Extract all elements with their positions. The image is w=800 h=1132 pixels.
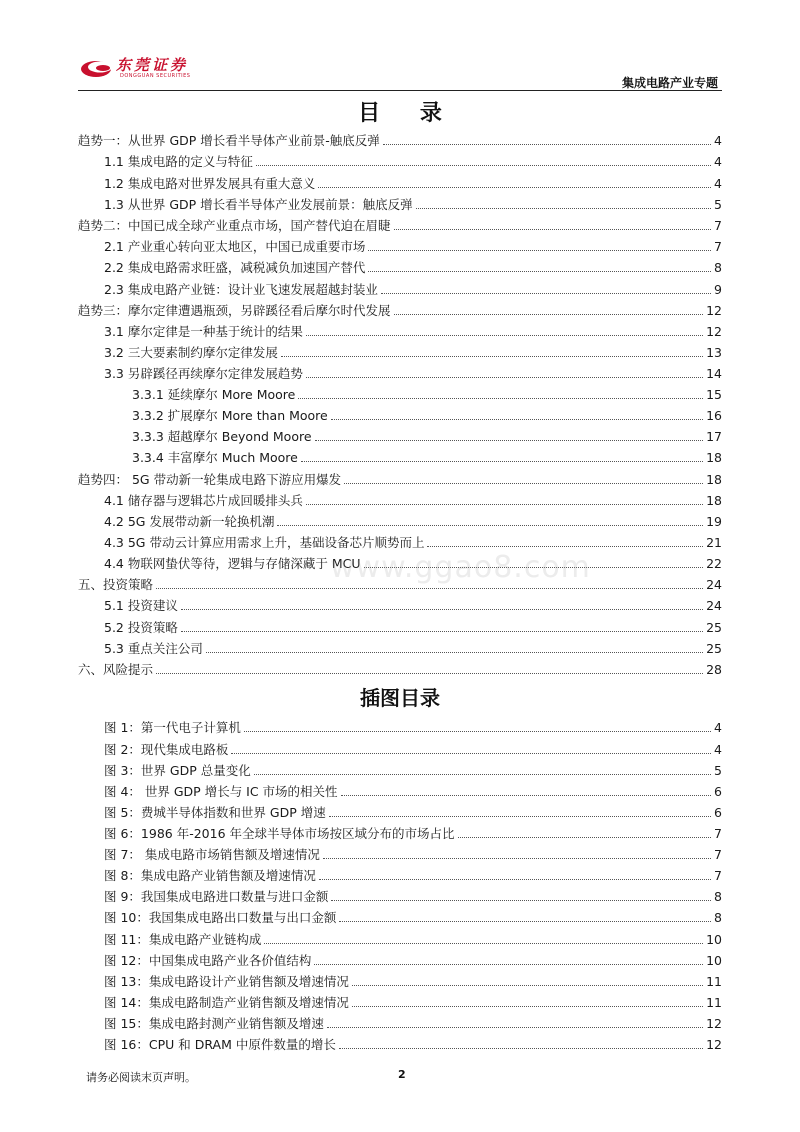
toc-entry[interactable] [104,258,722,276]
toc-entry-label: 3.2 三大要素制约摩尔定律发展 [104,345,278,360]
toc-entry[interactable] [104,174,722,192]
toc-entry[interactable] [132,385,722,403]
dot-leader [181,631,703,632]
dot-leader [319,879,711,880]
figure-entry-label: 图 13：集成电路设计产业销售额及增速情况 [104,974,349,989]
logo-text-cn: 东莞证券 [116,56,189,74]
toc-entry-page: 8 [714,260,722,275]
logo-mark-icon [80,56,120,82]
figure-entry-page: 10 [706,953,722,968]
figure-entry[interactable] [104,845,722,863]
toc-entry[interactable] [104,195,722,213]
toc-entry-page: 24 [706,577,722,592]
figure-entry-page: 4 [714,742,722,757]
toc-entry-label: 趋势三：摩尔定律遭遇瓶颈，另辟蹊径看后摩尔时代发展 [78,303,391,318]
dot-leader [381,293,711,294]
figure-entry-label: 图 6：1986 年-2016 年全球半导体市场按区域分布的市场占比 [104,826,455,841]
toc-entry-page: 21 [706,535,722,550]
figure-entry[interactable] [104,887,722,905]
figure-entry[interactable] [104,866,722,884]
toc-entry[interactable] [78,301,722,319]
toc-entry[interactable] [78,131,722,149]
figure-entry-label: 图 2：现代集成电路板 [104,742,229,757]
dot-leader [331,419,703,420]
dot-leader [181,609,703,610]
figure-entry-label: 图 1：第一代电子计算机 [104,720,241,735]
dot-leader [254,774,711,775]
toc-entry-page: 13 [706,345,722,360]
toc-entry-label: 3.3.3 超越摩尔 Beyond Moore [132,429,312,444]
dot-leader [264,943,703,944]
figure-entry[interactable] [104,803,722,821]
dot-leader [244,731,711,732]
figure-entry-label: 图 7： 集成电路市场销售额及增速情况 [104,847,320,862]
figure-entry-label: 图 14：集成电路制造产业销售额及增速情况 [104,995,349,1010]
dot-leader [352,985,703,986]
footer-page-number: 2 [398,1068,406,1081]
figure-entry-label: 图 9：我国集成电路进口数量与进口金额 [104,889,329,904]
dot-leader [318,187,711,188]
toc-entry-label: 趋势二：中国已成全球产业重点市场，国产替代迫在眉睫 [78,218,391,233]
figure-entry-label: 图 3：世界 GDP 总量变化 [104,763,251,778]
figure-entry[interactable] [104,761,722,779]
dot-leader [344,483,703,484]
figure-entry-label: 图 15：集成电路封测产业销售额及增速 [104,1016,324,1031]
toc-entry-page: 7 [714,239,722,254]
figure-entry-page: 8 [714,889,722,904]
company-logo [80,56,220,90]
toc-entry[interactable] [104,639,722,657]
dot-leader [306,335,703,336]
toc-entry-page: 4 [714,154,722,169]
figure-entry-label: 图 16：CPU 和 DRAM 中原件数量的增长 [104,1037,336,1052]
toc-entry-page: 4 [714,133,722,148]
toc-entry[interactable] [78,660,722,678]
dot-leader [323,858,711,859]
toc-entry-page: 18 [706,493,722,508]
figure-entry-page: 11 [706,995,722,1010]
toc-entry-label: 5.3 重点关注公司 [104,641,203,656]
toc-entry[interactable] [104,322,722,340]
toc-entry-page: 9 [714,282,722,297]
toc-entry-label: 3.1 摩尔定律是一种基于统计的结果 [104,324,303,339]
figure-entry[interactable] [104,1014,722,1032]
figure-entry[interactable] [104,951,722,969]
toc-entry[interactable] [104,364,722,382]
toc-entry-page: 25 [706,620,722,635]
toc-entry-page: 15 [706,387,722,402]
toc-entry-page: 17 [706,429,722,444]
dot-leader [301,461,703,462]
dot-leader [231,753,711,754]
toc-entry-label: 1.3 从世界 GDP 增长看半导体产业发展前景：触底反弹 [104,197,413,212]
dot-leader [156,588,703,589]
toc-entry-page: 25 [706,641,722,656]
dot-leader [315,440,704,441]
toc-entry-label: 1.1 集成电路的定义与特征 [104,154,253,169]
toc-entry-label: 1.2 集成电路对世界发展具有重大意义 [104,176,316,191]
figure-entry-page: 11 [706,974,722,989]
dot-leader [298,398,703,399]
dot-leader [368,271,711,272]
figure-entry[interactable] [104,993,722,1011]
figure-entry-page: 4 [714,720,722,735]
dot-leader [306,504,703,505]
toc-entry-label: 2.3 集成电路产业链：设计业飞速发展超越封装业 [104,282,378,297]
figure-entry-label: 图 11：集成电路产业链构成 [104,932,262,947]
figure-entry-page: 10 [706,932,722,947]
dot-leader [206,652,703,653]
header-divider [78,90,722,91]
figure-entry-page: 7 [714,826,722,841]
dot-leader [256,165,711,166]
toc-entry-label: 3.3.4 丰富摩尔 Much Moore [132,450,298,465]
toc-entry-page: 14 [706,366,722,381]
dot-leader [458,837,712,838]
dot-leader [394,229,712,230]
toc-entry[interactable] [132,448,722,466]
figure-entry[interactable] [104,908,722,926]
toc-entry[interactable] [104,512,722,530]
figure-entry-label: 图 4： 世界 GDP 增长与 IC 市场的相关性 [104,784,338,799]
dot-leader [281,356,703,357]
figure-entry[interactable] [104,1035,722,1053]
figure-entry[interactable] [104,972,722,990]
dot-leader [331,900,711,901]
toc-entry[interactable] [104,237,722,255]
dot-leader [327,1027,703,1028]
dot-leader [329,816,711,817]
report-type-title: 集成电路产业专题 [621,76,718,90]
figure-entry-page: 7 [714,847,722,862]
footer-disclaimer: 请务必阅读末页声明。 [86,1071,196,1084]
toc-entry-page: 7 [714,218,722,233]
toc-entry-page: 22 [706,556,722,571]
logo-text-en: DONGGUAN SECURITIES [120,73,191,79]
toc-entry-label: 2.1 产业重心转向亚太地区，中国已成重要市场 [104,239,366,254]
toc-entry-page: 12 [706,324,722,339]
figure-entry[interactable] [104,740,722,758]
toc-entry[interactable] [104,343,722,361]
toc-entry-label: 4.2 5G 发展带动新一轮换机潮 [104,514,275,529]
toc-entry-page: 16 [706,408,722,423]
figures-title: 插图目录 [360,686,440,710]
dot-leader [306,377,703,378]
figure-entry-page: 6 [714,805,722,820]
toc-entry-page: 18 [706,472,722,487]
toc-entry-label: 趋势四： 5G 带动新一轮集成电路下游应用爆发 [78,472,342,487]
figure-entry[interactable] [104,824,722,842]
dot-leader [416,208,711,209]
toc-entry-page: 4 [714,176,722,191]
toc-entry[interactable] [104,280,722,298]
toc-entry[interactable] [78,216,722,234]
figure-entry-label: 图 5：费城半导体指数和世界 GDP 增速 [104,805,326,820]
figure-entry-label: 图 10：我国集成电路出口数量与出口金额 [104,910,337,925]
toc-entry-page: 12 [706,303,722,318]
dot-leader [341,795,711,796]
toc-entry-page: 24 [706,598,722,613]
figure-entry-label: 图 12：中国集成电路产业各价值结构 [104,953,312,968]
toc-entry-label: 4.1 储存器与逻辑芯片成回暖排头兵 [104,493,303,508]
toc-entry[interactable] [104,596,722,614]
toc-entry[interactable] [78,470,722,488]
dot-leader [156,673,703,674]
figure-entry[interactable] [104,782,722,800]
figure-entry-page: 7 [714,868,722,883]
dot-leader [394,314,704,315]
dot-leader [339,921,711,922]
figure-entry-page: 6 [714,784,722,799]
toc-entry-label: 六、风险提示 [78,662,154,677]
figure-entry-page: 8 [714,910,722,925]
toc-entry-label: 5.2 投资策略 [104,620,178,635]
dot-leader [314,964,703,965]
toc-entry-label: 3.3 另辟蹊径再续摩尔定律发展趋势 [104,366,303,381]
dot-leader [383,144,711,145]
figure-entry[interactable] [104,930,722,948]
toc-entry-page: 5 [714,197,722,212]
toc-entry-label: 4.4 物联网蛰伏等待，逻辑与存储深藏于 MCU [104,556,361,571]
toc-entry[interactable] [104,533,722,551]
toc-entry[interactable] [104,491,722,509]
toc-entry[interactable] [132,427,722,445]
watermark: www.ggao8.com [330,550,591,585]
toc-entry-label: 4.3 5G 带动云计算应用需求上升，基础设备芯片顺势而上 [104,535,425,550]
toc-entry-label: 趋势一：从世界 GDP 增长看半导体产业前景-触底反弹 [78,133,380,148]
dot-leader [352,1006,703,1007]
figure-entry-label: 图 8：集成电路产业销售额及增速情况 [104,868,316,883]
dot-leader [339,1048,703,1049]
dot-leader [368,250,711,251]
toc-entry-label: 3.3.2 扩展摩尔 More than Moore [132,408,328,423]
toc-title: 目 录 [358,101,458,126]
figure-entry[interactable] [104,718,722,736]
figure-entry-page: 5 [714,763,722,778]
dot-leader [277,525,703,526]
figure-entry-page: 12 [706,1037,722,1052]
toc-entry-label: 5.1 投资建议 [104,598,178,613]
dot-leader [427,546,703,547]
figure-entry-page: 12 [706,1016,722,1031]
toc-entry-label: 3.3.1 延续摩尔 More Moore [132,387,296,402]
toc-entry-page: 19 [706,514,722,529]
toc-entry-label: 五、投资策略 [78,577,154,592]
toc-entry[interactable] [104,152,722,170]
toc-entry-label: 2.2 集成电路需求旺盛，减税减负加速国产替代 [104,260,366,275]
toc-entry-page: 18 [706,450,722,465]
toc-entry[interactable] [132,406,722,424]
toc-entry-page: 28 [706,662,722,677]
page-header [0,0,800,92]
toc-entry[interactable] [104,618,722,636]
